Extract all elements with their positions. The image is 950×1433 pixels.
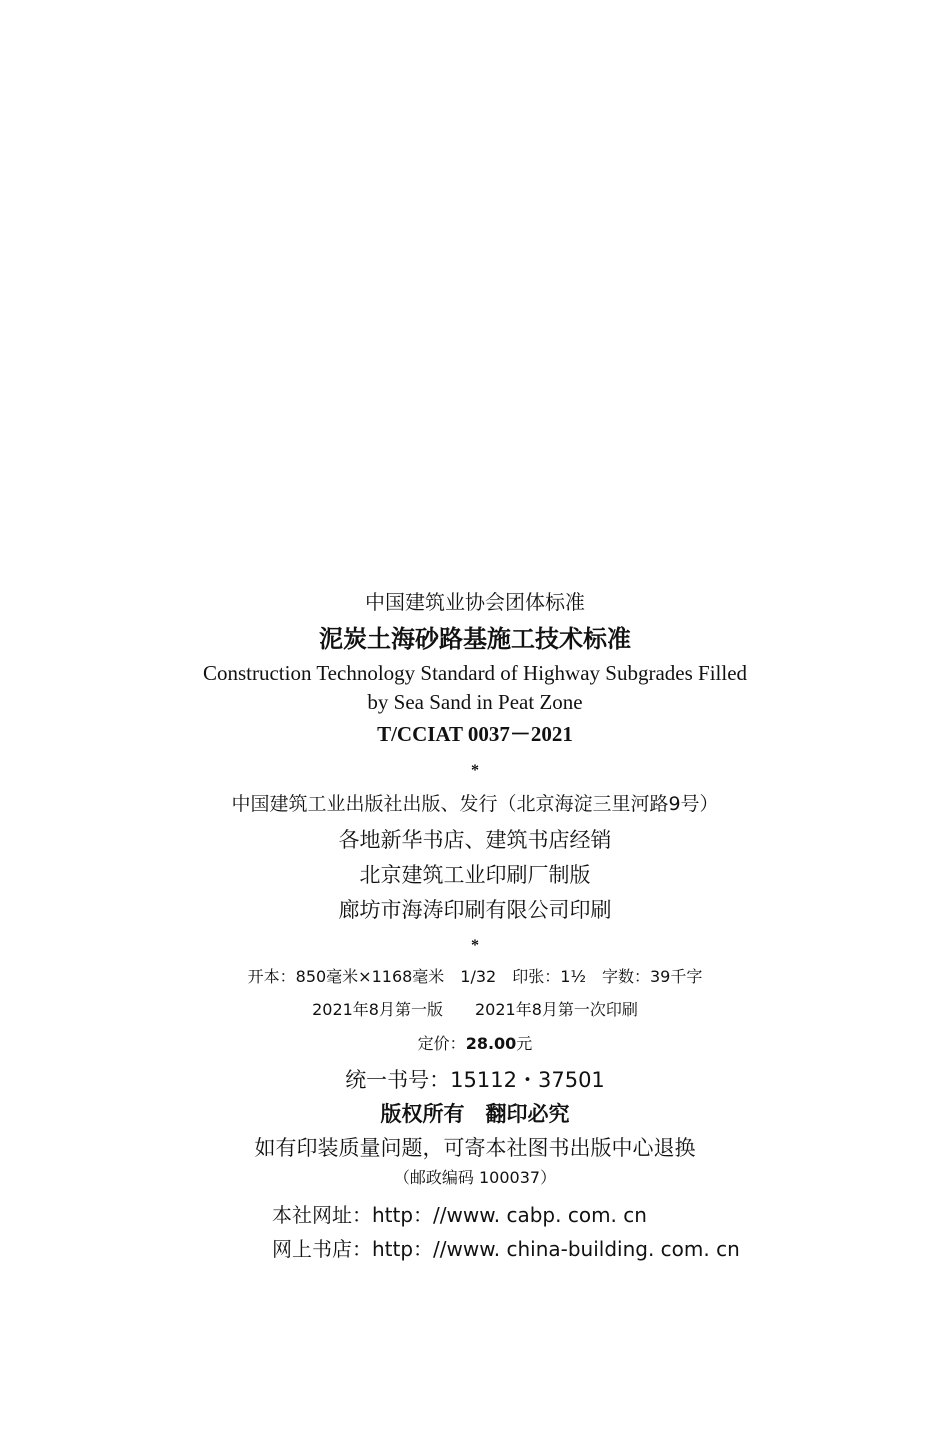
- first-edition: 2021年8月第一版: [312, 1000, 443, 1019]
- separator-star-2: *: [471, 937, 479, 954]
- publisher-website: 本社网址：http：//www. cabp. com. cn: [272, 1203, 647, 1227]
- specs-line: [0, 969, 950, 985]
- book-number: 统一书号：15112・37501: [345, 1068, 605, 1092]
- publisher-line: 中国建筑工业出版社出版、发行（北京海淀三里河路9号）: [231, 793, 719, 815]
- book-title-en-line2: by Sea Sand in Peat Zone: [367, 690, 583, 714]
- sheets-spec: 印张：1: [512, 967, 571, 986]
- return-notice: 如有印装质量问题，可寄本社图书出版中心退换: [254, 1136, 696, 1160]
- standard-code: T/CCIAT 0037－2021: [377, 722, 573, 746]
- platemaker-line: 北京建筑工业印刷厂制版: [359, 863, 591, 887]
- price-value: 28.00: [465, 1034, 517, 1053]
- online-bookstore: 网上书店：http：//www. china-building. com. cn: [272, 1237, 740, 1261]
- book-title-en-line1: Construction Technology Standard of Highway Subgrades Filled: [202, 661, 748, 685]
- copyright-notice: 版权所有 翻印必究: [380, 1102, 570, 1126]
- edition-line: [0, 1002, 950, 1018]
- separator-star-1: *: [471, 762, 479, 779]
- price-line: [0, 1036, 950, 1052]
- postcode: （邮政编码 100037）: [393, 1168, 557, 1187]
- book-title-cn: 泥炭土海砂路基施工技术标准: [319, 625, 631, 653]
- sheets-fraction: ½: [570, 967, 586, 986]
- printer-line: 廊坊市海涛印刷有限公司印刷: [338, 898, 612, 922]
- series-label: 中国建筑业协会团体标准: [365, 590, 585, 614]
- first-printing: 2021年8月第一次印刷: [475, 1000, 638, 1019]
- price-label: 定价：: [417, 1034, 466, 1053]
- distributor-line: 各地新华书店、建筑书店经销: [338, 828, 612, 852]
- word-count: 字数：39千字: [601, 967, 703, 986]
- price-unit: 元: [516, 1034, 533, 1053]
- format-spec: 开本：850毫米×1168毫米 1/32: [247, 967, 497, 986]
